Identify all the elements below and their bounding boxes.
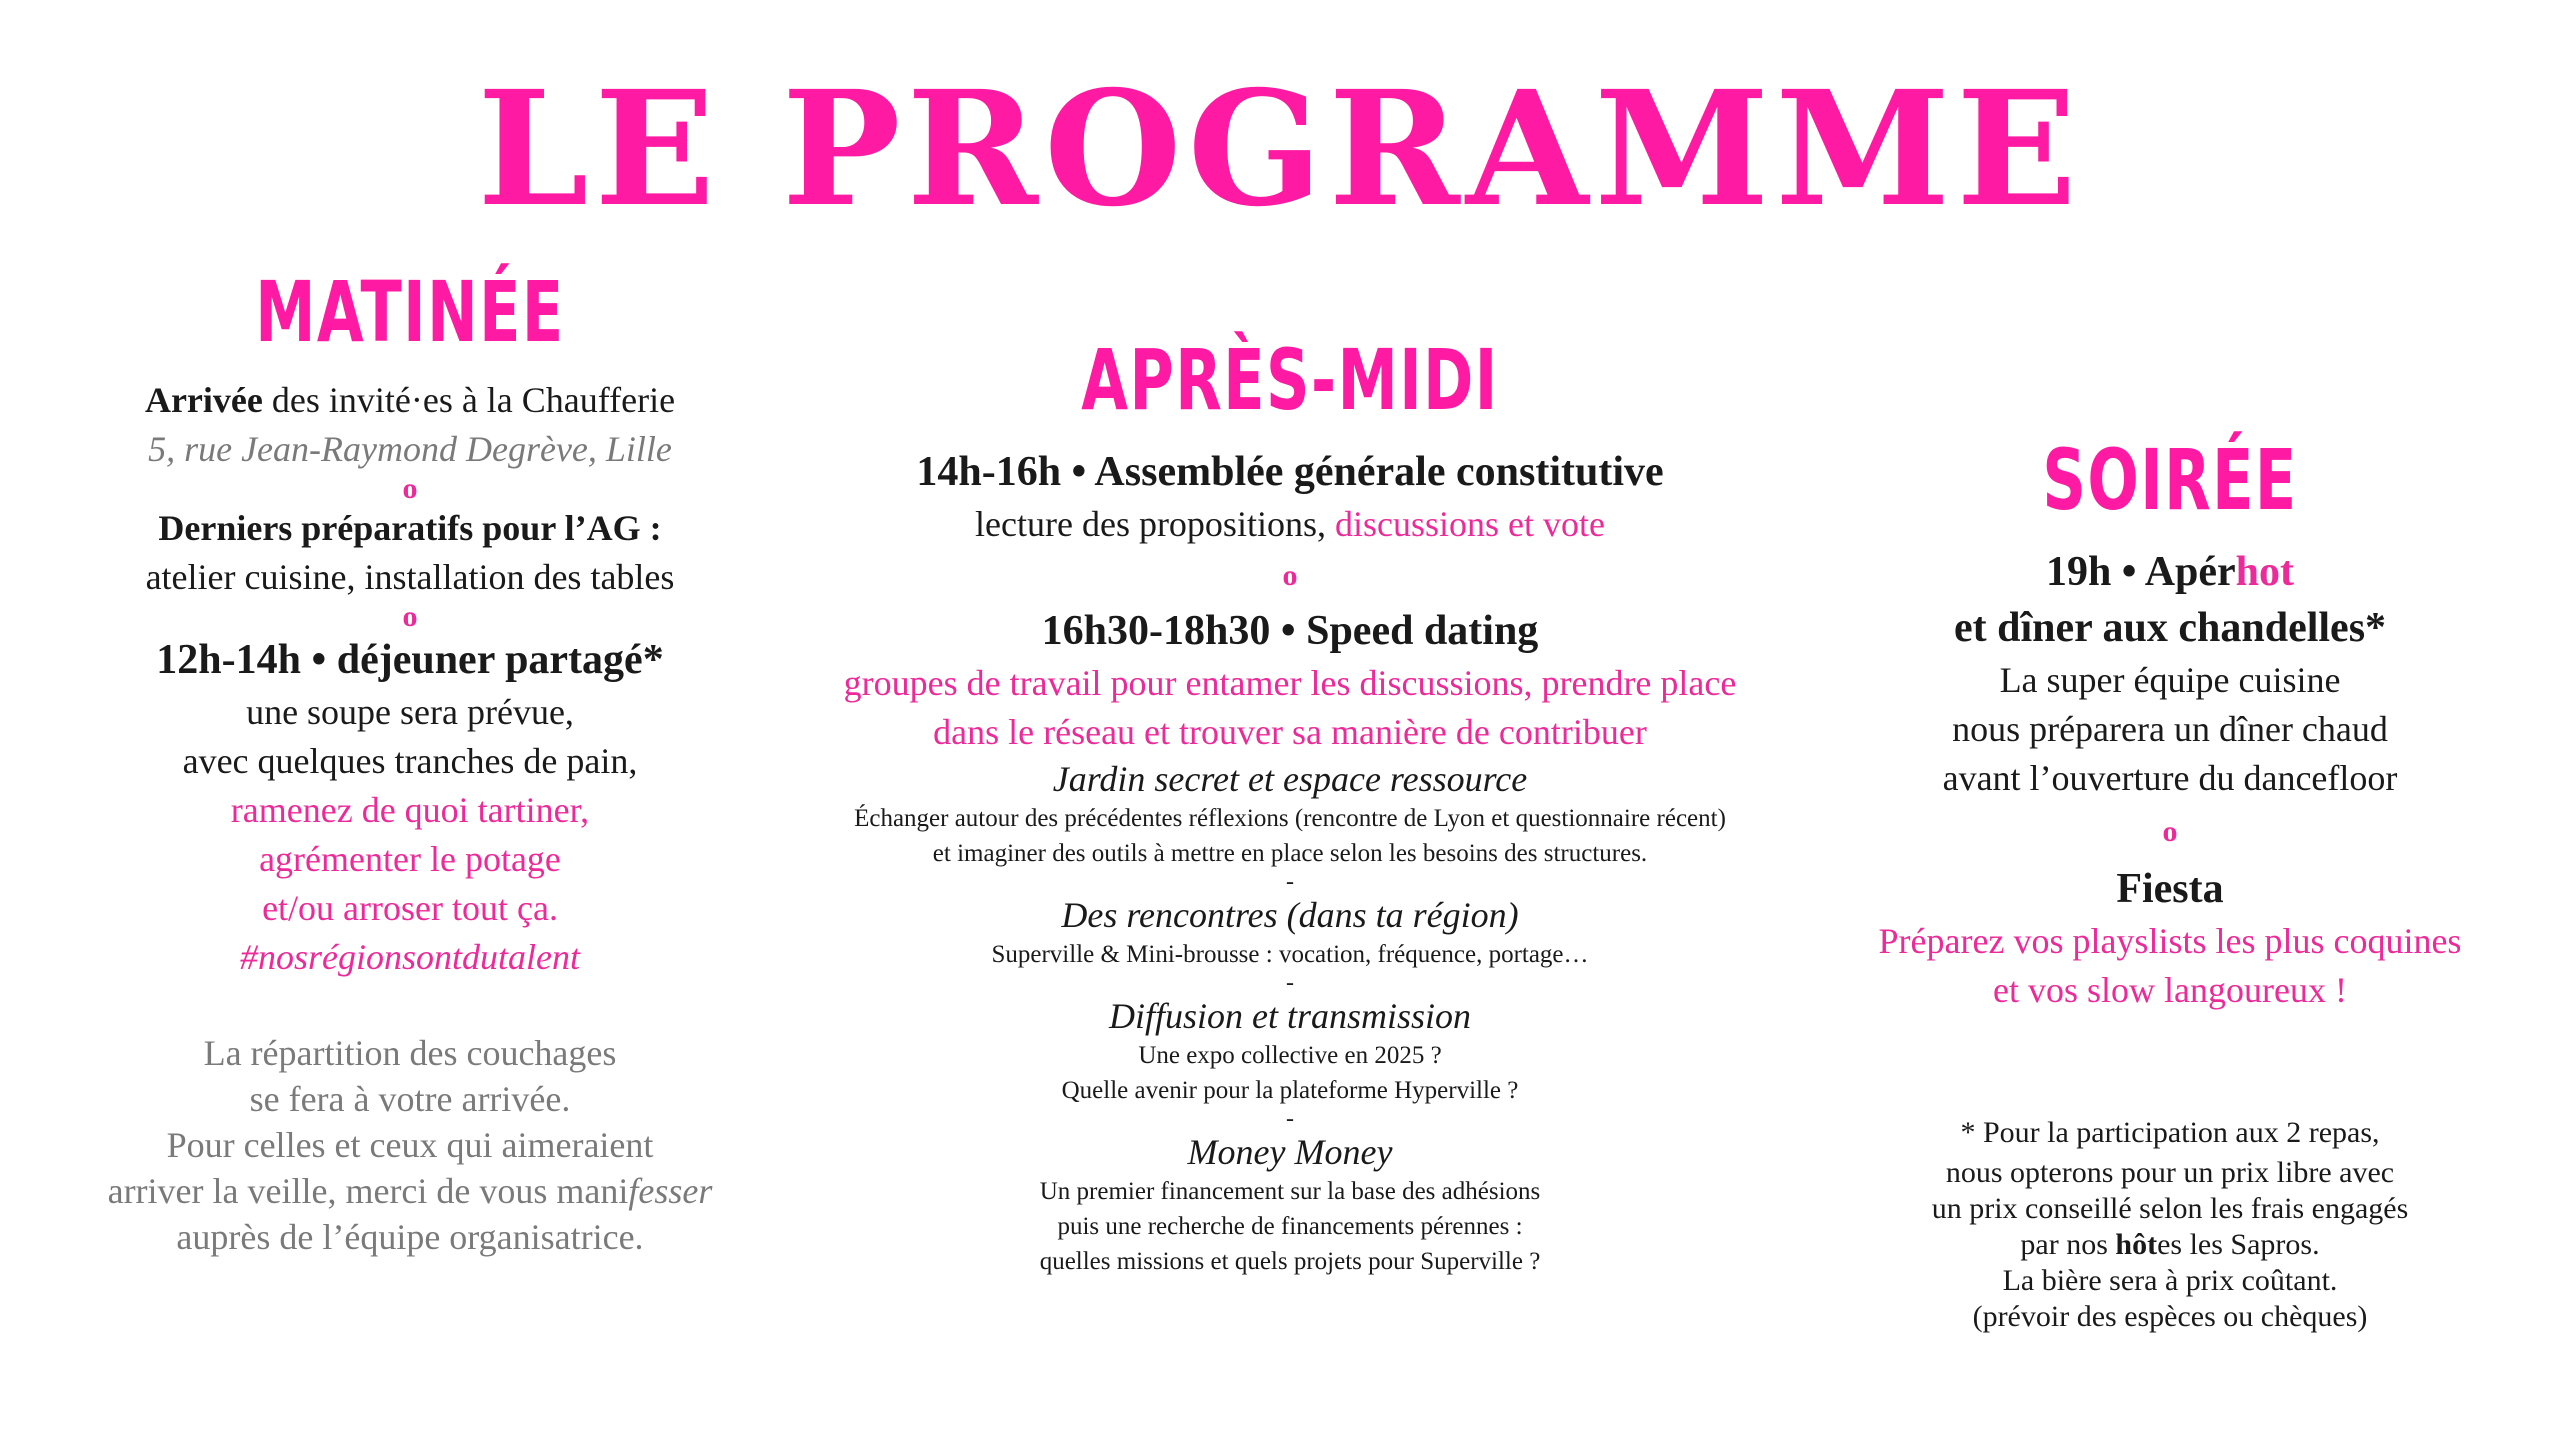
footnote-text: par nos bbox=[2020, 1228, 2116, 1261]
address: 5, rue Jean-Raymond Degrève, Lille bbox=[148, 429, 672, 469]
fiesta-pink-line: et vos slow langoureux ! bbox=[1993, 970, 2347, 1010]
dinner-line: avant l’ouverture du dancefloor bbox=[1942, 758, 2398, 798]
lunch-pink-line: et/ou arroser tout ça. bbox=[262, 888, 558, 928]
lunch-title: 12h-14h • déjeuner partagé* bbox=[156, 637, 664, 683]
footnote-line: (prévoir des espèces ou chèques) bbox=[1972, 1300, 2368, 1333]
apero-title bbox=[1820, 544, 2520, 600]
topic-title: Des rencontres (dans ta région) bbox=[1061, 895, 1519, 935]
dinner-line: nous préparera un dîner chaud bbox=[1952, 709, 2388, 749]
topic-line: Quelle avenir pour la plateforme Hyperville ? bbox=[1061, 1077, 1519, 1104]
topic-dash: - bbox=[1286, 869, 1294, 895]
footnote-bold: hôt bbox=[2115, 1228, 2158, 1261]
lunch-pink-line: agrémenter le potage bbox=[259, 839, 561, 879]
topic-line: puis une recherche de financements pérennes : bbox=[1057, 1213, 1523, 1240]
dinner-line: La super équipe cuisine bbox=[1999, 660, 2341, 700]
speed-pink-line: groupes de travail pour entamer les discussions, prendre place bbox=[843, 663, 1737, 703]
lunch-line: avec quelques tranches de pain, bbox=[182, 741, 638, 781]
ag-text bbox=[800, 500, 1780, 549]
ag-title: 14h-16h • Assemblée générale constitutive bbox=[916, 449, 1664, 495]
ag-text-pink: discussions et vote bbox=[1334, 504, 1605, 544]
footnote-text: es les Sapros. bbox=[2157, 1228, 2320, 1261]
ag-text-plain: lecture des propositions, bbox=[975, 504, 1335, 544]
hashtag: #nosrégionsontdutalent bbox=[240, 937, 580, 977]
note-line bbox=[70, 1168, 750, 1214]
soiree-column bbox=[1820, 430, 2520, 1335]
topic-dash: - bbox=[1286, 1106, 1294, 1132]
lunch-pink-line: ramenez de quoi tartiner, bbox=[230, 790, 590, 830]
topic-title: Jardin secret et espace ressource bbox=[1052, 759, 1528, 799]
footnote-line: La bière sera à prix coûtant. bbox=[2002, 1264, 2338, 1297]
fiesta-title: Fiesta bbox=[2116, 866, 2224, 912]
footnote-line bbox=[1820, 1227, 2520, 1263]
topic-line: quelles missions et quels projets pour Superville ? bbox=[1039, 1248, 1541, 1275]
fiesta-pink-line: Préparez vos playslists les plus coquines bbox=[1878, 921, 2462, 961]
separator-dot: o bbox=[2162, 815, 2178, 848]
speed-pink-line: dans le réseau et trouver sa manière de contribuer bbox=[933, 712, 1647, 752]
apero-text: 19h • Apér bbox=[2045, 549, 2236, 595]
topic-line: Échanger autour des précédentes réflexions (rencontre de Lyon et questionnaire récent) bbox=[854, 805, 1726, 832]
dinner-title: et dîner aux chandelles* bbox=[1953, 605, 2387, 651]
note-line: auprès de l’équipe organisatrice. bbox=[176, 1217, 644, 1257]
matinee-heading: MATINÉE bbox=[255, 263, 565, 361]
arrival-line bbox=[70, 376, 750, 425]
footnote-line: nous opterons pour un prix libre avec bbox=[1945, 1156, 2395, 1189]
topic-line: Superville & Mini-brousse : vocation, fréquence, portage… bbox=[991, 941, 1589, 968]
matinee-column bbox=[70, 262, 750, 1260]
note-pun: fesser bbox=[628, 1171, 713, 1211]
topic-title: Diffusion et transmission bbox=[1108, 996, 1472, 1036]
topic-line: et imaginer des outils à mettre en place selon les besoins des structures. bbox=[932, 840, 1648, 867]
footnote-line: un prix conseillé selon les frais engagés bbox=[1931, 1192, 2409, 1225]
apero-pink: hot bbox=[2235, 549, 2295, 595]
prep-text: atelier cuisine, installation des tables bbox=[145, 557, 675, 597]
arrival-rest: des invité·es à la Chaufferie bbox=[262, 380, 676, 420]
note-line: se fera à votre arrivée. bbox=[249, 1079, 571, 1119]
note-line: La répartition des couchages bbox=[203, 1033, 617, 1073]
page-title: LE PROGRAMME bbox=[477, 57, 2083, 242]
separator-dot: o bbox=[402, 472, 418, 505]
note-text: arriver la veille, merci de vous mani bbox=[107, 1171, 629, 1211]
separator-dot: o bbox=[1282, 559, 1298, 592]
topic-dash: - bbox=[1286, 970, 1294, 996]
speed-title: 16h30-18h30 • Speed dating bbox=[1041, 608, 1539, 654]
note-line: Pour celles et ceux qui aimeraient bbox=[166, 1125, 654, 1165]
prep-title: Derniers préparatifs pour l’AG : bbox=[158, 508, 662, 548]
topic-line: Un premier financement sur la base des adhésions bbox=[1039, 1178, 1541, 1205]
lunch-line: une soupe sera prévue, bbox=[246, 692, 574, 732]
separator-dot: o bbox=[402, 600, 418, 633]
arrival-bold: Arrivée bbox=[144, 380, 263, 420]
topic-title: Money Money bbox=[1187, 1132, 1393, 1172]
soiree-heading: SOIRÉE bbox=[2042, 431, 2298, 529]
apres-midi-heading: APRÈS-MIDI bbox=[1081, 331, 1499, 429]
topic-line: Une expo collective en 2025 ? bbox=[1138, 1042, 1442, 1069]
apres-midi-column bbox=[800, 330, 1780, 1279]
footnote-line: * Pour la participation aux 2 repas, bbox=[1960, 1116, 2380, 1149]
